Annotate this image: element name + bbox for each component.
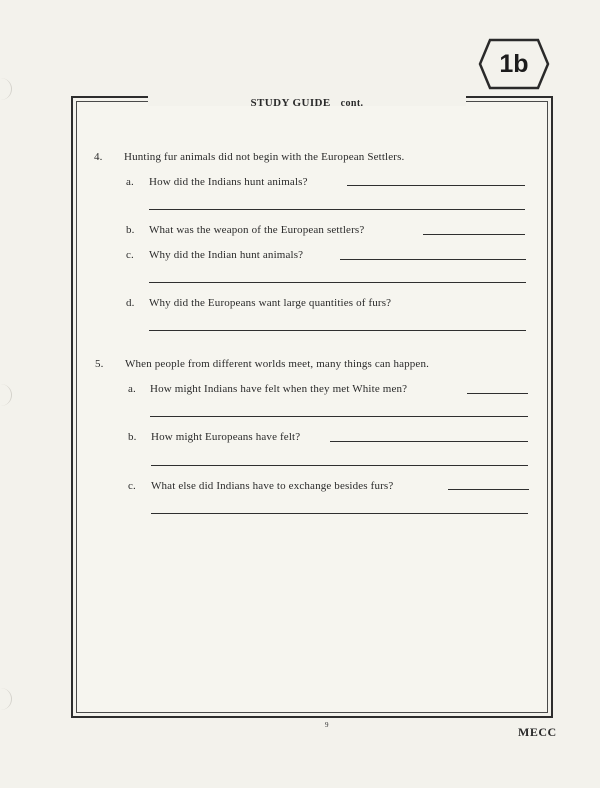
question-5c-text: What else did Indians have to exchange besides furs?: [151, 480, 394, 492]
answer-line-4c-2[interactable]: [149, 282, 526, 283]
binder-hole-bottom: [0, 688, 12, 710]
question-4c-text: Why did the Indian hunt animals?: [149, 249, 304, 261]
title-cont: cont.: [340, 98, 364, 109]
worksheet-inner-frame: [76, 101, 548, 713]
answer-line-4c-1[interactable]: [340, 259, 526, 260]
answer-line-4b[interactable]: [423, 234, 525, 235]
answer-line-4a-2[interactable]: [149, 209, 525, 210]
question-5c-letter: c.: [128, 480, 136, 492]
question-4a-letter: a.: [126, 176, 134, 188]
question-5-number: 5.: [95, 358, 104, 370]
answer-line-5a-2[interactable]: [150, 416, 528, 417]
question-5b-letter: b.: [128, 431, 137, 443]
question-4b-text: What was the weapon of the European settlers?: [149, 224, 365, 236]
binder-hole-middle: [0, 384, 12, 406]
title-text: STUDY GUIDE: [250, 97, 331, 109]
question-4a-text: How did the Indians hunt animals?: [149, 176, 308, 188]
question-4-text: Hunting fur animals did not begin with the European Settlers.: [124, 151, 405, 163]
question-5-text: When people from different worlds meet, many things can happen.: [125, 358, 430, 370]
answer-line-5b-1[interactable]: [330, 441, 528, 442]
answer-line-4d[interactable]: [149, 330, 526, 331]
badge-label: 1b: [499, 49, 529, 78]
page-number: 9: [325, 721, 329, 729]
question-5a-letter: a.: [128, 383, 136, 395]
question-4-number: 4.: [94, 151, 103, 163]
answer-line-4a-1[interactable]: [347, 185, 525, 186]
question-4c-letter: c.: [126, 249, 134, 261]
question-5a-text: How might Indians have felt when they met White men?: [150, 383, 408, 395]
binder-hole-top: [0, 78, 12, 100]
question-4d-text: Why did the Europeans want large quantities of furs?: [149, 297, 392, 309]
answer-line-5c-2[interactable]: [151, 513, 528, 514]
question-5b-text: How might Europeans have felt?: [151, 431, 301, 443]
answer-line-5b-2[interactable]: [151, 465, 528, 466]
page-title: [148, 97, 466, 109]
answer-line-5a-1[interactable]: [467, 393, 528, 394]
question-4d-letter: d.: [126, 297, 135, 309]
question-4b-letter: b.: [126, 224, 135, 236]
publisher-label: MECC: [518, 725, 557, 739]
answer-line-5c-1[interactable]: [448, 489, 529, 490]
